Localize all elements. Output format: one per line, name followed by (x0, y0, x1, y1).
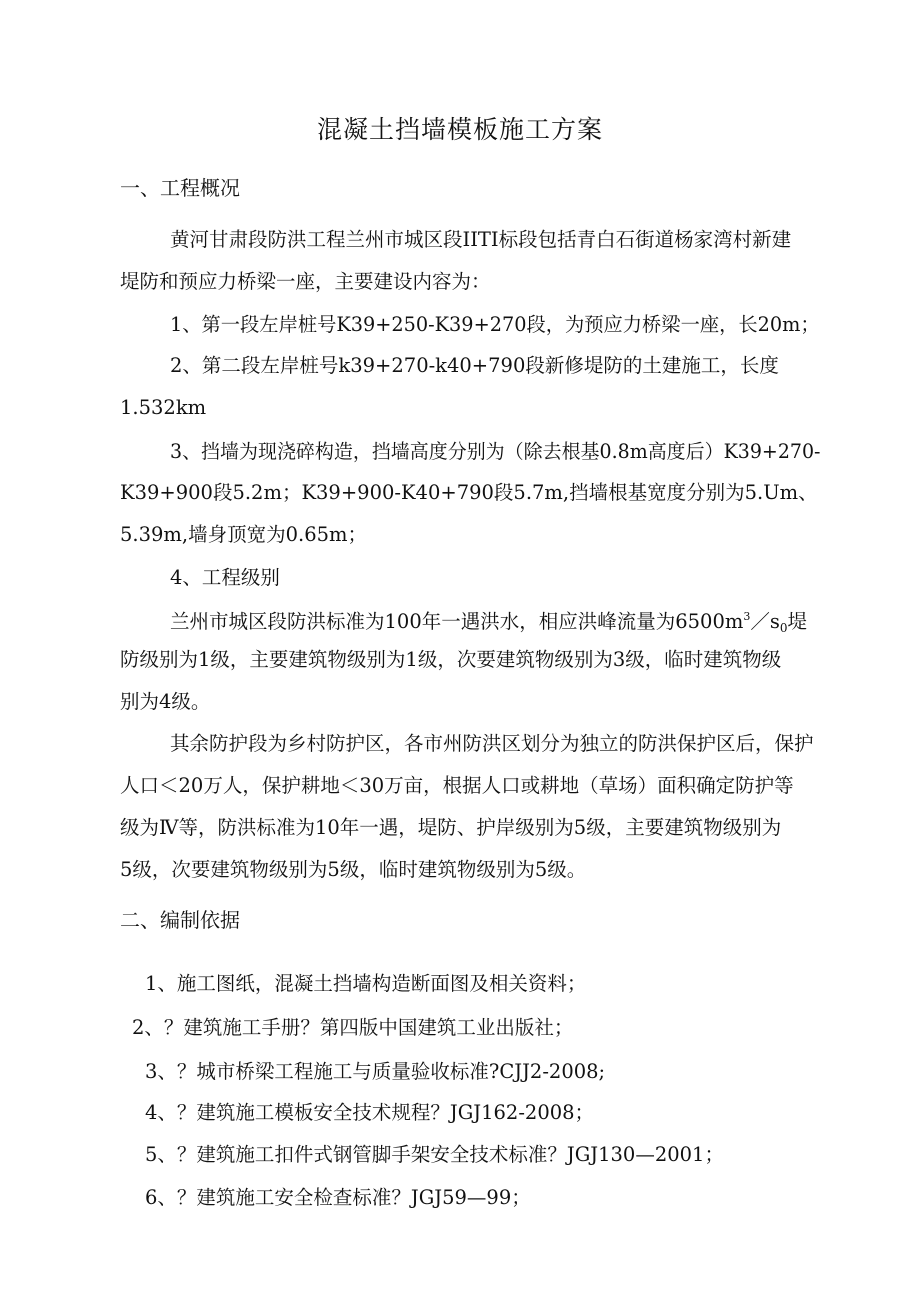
reference-item: 2、？建筑施工手册？第四版中国建筑工业出版社； (132, 1016, 574, 1039)
reference-item: 5、？建筑施工扣件式钢管脚手架安全技术标准？JGJ130—2001； (145, 1143, 724, 1166)
reference-item: 6、？建筑施工安全检查标准？JGJ59—99； (145, 1186, 531, 1209)
paragraph-line: 5.39m,墙身顶宽为0.65m； (120, 523, 368, 546)
superscript: 3 (743, 610, 751, 623)
paragraph-line (170, 605, 807, 640)
paragraph-line: 防级别为1级，主要建筑物级别为1级，次要建筑物级别为3级，临时建筑物级 (120, 648, 782, 671)
list-item: 1、第一段左岸桩号K39+250-K39+270段，为预应力桥梁一座，长20m； (170, 313, 820, 336)
paragraph-line: 级为Ⅳ等，防洪标准为10年一遇，堤防、护岸级别为5级，主要建筑物级别为 (120, 816, 782, 839)
section-heading-basis: 二、编制依据 (120, 908, 240, 932)
document-title: 混凝土挡墙模板施工方案 (316, 115, 603, 144)
paragraph-line: 人口＜20万人，保护耕地＜30万亩，根据人口或耕地（草场）面积确定防护等 (120, 774, 794, 797)
reference-item: 3、？城市桥梁工程施工与质量验收标准?CJJ2-2008; (145, 1060, 606, 1083)
reference-item: 4、？建筑施工模板安全技术规程？JGJ162-2008； (145, 1101, 595, 1124)
text-run: 堤 (787, 610, 808, 633)
section-heading-overview: 一、工程概况 (120, 176, 240, 200)
paragraph-line: 1.532km (120, 396, 207, 419)
list-item: 3、挡墙为现浇碎构造，挡墙高度分别为（除去根基0.8m高度后）K39+270- (170, 440, 821, 463)
text-run: 兰州市城区段防洪标准为100年一遇洪水，相应洪峰流量为6500m (170, 610, 744, 633)
paragraph-line: 黄河甘肃段防洪工程兰州市城区段IITI标段包括青白石街道杨家湾村新建 (170, 228, 792, 251)
reference-item: 1、施工图纸，混凝土挡墙构造断面图及相关资料； (145, 972, 587, 995)
paragraph-line: 其余防护段为乡村防护区，各市州防洪区划分为独立的防洪保护区后，保护 (170, 732, 814, 755)
list-item: 4、工程级别 (170, 566, 280, 589)
subscript: 0 (779, 621, 788, 635)
text-run: ／s (750, 610, 780, 633)
list-item: 2、第二段左岸桩号k39+270-k40+790段新修堤防的土建施工，长度 (170, 354, 779, 377)
paragraph-line: K39+900段5.2m；K39+900-K40+790段5.7m,挡墙根基宽度分别为5.Um、 (120, 481, 818, 504)
paragraph-line: 别为4级。 (120, 690, 211, 713)
paragraph-line: 5级，次要建筑物级别为5级，临时建筑物级别为5级。 (120, 858, 587, 881)
paragraph-line: 堤防和预应力桥梁一座，主要建设内容为： (120, 270, 491, 293)
